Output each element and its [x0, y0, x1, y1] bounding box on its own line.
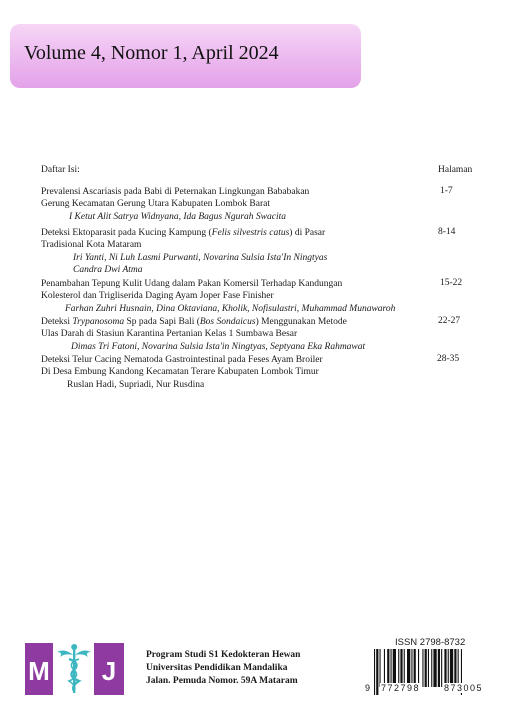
barcode-bar: [458, 649, 459, 687]
barcode-bar: [387, 649, 389, 687]
barcode-bar: [433, 649, 436, 687]
entry-authors: Dimas Tri Fatoni, Novarina Sulsia Ista'in Ningtyas, Septyana Eka Rahmawat: [71, 341, 366, 352]
entry-title-line: Ulas Darah di Stasiun Karantina Pertanian Kelas 1 Sumbawa Besar: [41, 329, 298, 340]
entry-title-line: Kolesterol dan Trigliserida Daging Ayam Joper Fase Finisher: [41, 291, 274, 302]
logo-letter-j: J: [101, 656, 117, 686]
institution-address: [146, 649, 300, 688]
toc-entry[interactable]: [41, 227, 441, 276]
barcode-bar: [374, 649, 375, 695]
barcode-bar: [418, 649, 419, 687]
barcode-digit-lead: 9: [365, 683, 371, 693]
barcode-bar: [441, 649, 442, 687]
barcode-bar: [384, 649, 385, 687]
toc-entry[interactable]: [41, 278, 441, 315]
barcode-bar: [393, 649, 396, 687]
entry-authors: Farhan Zuhri Husnain, Dina Oktaviana, Kholik, Nofisulastri, Muhammad Munawaroh: [65, 303, 396, 314]
entry-title-italic: Trypanosoma: [72, 317, 125, 327]
volume-title: Volume 4, Nomor 1, April 2024: [24, 42, 279, 64]
entry-title-line: Di Desa Embung Kandong Kecamatan Terare Kabupaten Lombok Timur: [41, 367, 319, 378]
institution-line: Jalan. Pemuda Nomor. 59A Mataram: [146, 676, 298, 686]
barcode-bar: [411, 649, 412, 687]
entry-pages: 22-27: [438, 316, 461, 326]
entry-authors: Iri Yanti, Ni Luh Lasmi Purwanti, Novarina Sulsia Ista'In Ningtyas: [73, 252, 328, 263]
entry-title-line: Gerung Kecamatan Gerung Utara Kabupaten Lombok Barat: [41, 199, 270, 210]
entry-pages: 8-14: [438, 227, 456, 237]
logo-letter-m: M: [28, 656, 50, 686]
barcode-bar: [398, 649, 399, 687]
entry-title-line: Deteksi Telur Cacing Nematoda Gastrointestinal pada Feses Ayam Broiler: [41, 355, 323, 365]
institution-line: Universitas Pendidikan Mandalika: [146, 663, 288, 673]
institution-line: Program Studi S1 Kedokteran Hewan: [146, 650, 301, 660]
caduceus-icon: [57, 644, 91, 693]
barcode-bar: [414, 649, 416, 687]
barcode-bar: [404, 649, 405, 687]
entry-title-line: [41, 316, 441, 328]
barcode-bar: [428, 649, 429, 687]
entry-title-line: Tradisional Kota Mataram: [41, 240, 142, 251]
barcode-digits-left: 772798: [381, 683, 421, 693]
entry-authors: Candra Dwi Atma: [73, 264, 143, 275]
toc-heading: Daftar Isi:: [41, 165, 80, 175]
barcode-bar: [448, 649, 449, 687]
entry-authors: I Ketut Alit Satrya Widnyana, Ida Bagus Ngurah Swacita: [69, 211, 286, 222]
barcode-bar: [400, 649, 402, 687]
journal-logo: [25, 643, 128, 695]
barcode-bar: [450, 649, 453, 687]
entry-title-line: Penambahan Tepung Kulit Udang dalam Pakan Komersil Terhadap Kandungan: [41, 279, 343, 289]
entry-title-line: [41, 227, 441, 239]
barcode-bar: [407, 649, 410, 687]
toc-entry[interactable]: [41, 354, 441, 391]
toc-entry[interactable]: [41, 186, 441, 223]
entry-title-part: Sp pada Sapi Bali (: [124, 317, 200, 327]
entry-pages: 15-22: [440, 278, 463, 288]
entry-title-part: ) di Pasar: [289, 228, 326, 238]
entry-title-italic: Felis silvestris catus: [211, 228, 290, 238]
issn-label: ISSN 2798-8732: [395, 637, 466, 648]
entry-pages: 1-7: [440, 186, 453, 196]
barcode-bar: [422, 649, 423, 687]
barcode-bar: [444, 649, 446, 687]
barcode-bar: [391, 649, 392, 687]
barcode-bar: [454, 649, 456, 687]
barcode-bar: [431, 649, 432, 687]
entry-title-part: Deteksi: [41, 317, 73, 327]
barcode-bar: [425, 649, 427, 687]
entry-title-italic: Bos Sondaicus: [199, 317, 256, 327]
barcode-bar: [376, 649, 378, 695]
barcode-digits-right: 873005: [444, 683, 484, 693]
entry-pages: 28-35: [437, 354, 460, 364]
entry-title-line: Prevalensi Ascariasis pada Babi di Peternakan Lingkungan Bababakan: [41, 187, 310, 197]
toc-page-heading: Halaman: [438, 165, 473, 175]
toc-entry[interactable]: [41, 316, 441, 353]
entry-authors: Ruslan Hadi, Supriadi, Nur Rusdina: [67, 379, 205, 390]
barcode-bar: [380, 649, 381, 687]
entry-title-part: ) Menggunakan Metode: [255, 317, 347, 327]
entry-title-part: Deteksi Ektoparasit pada Kucing Kampung (: [41, 228, 212, 238]
barcode-bar: [438, 649, 440, 687]
